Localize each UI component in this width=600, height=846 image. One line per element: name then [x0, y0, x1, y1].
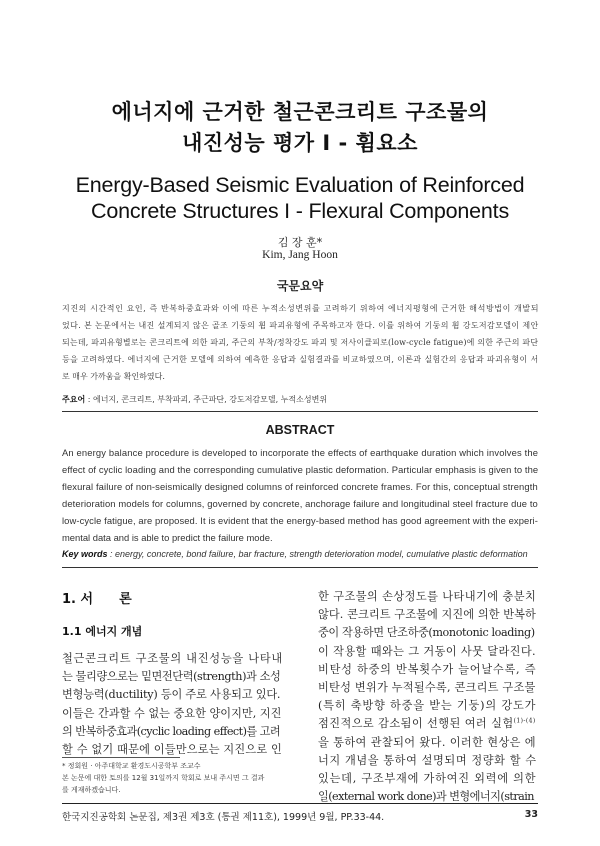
footnote-divider [62, 757, 180, 758]
body-text-line: 비탄성 변위가 누적될수록, 콘크리트 구조물 [318, 681, 536, 694]
keywords-korean [62, 394, 327, 405]
body-text-line: 점진적으로 감소됨이 선행된 여러 실험$^{(1)-(4)}$ [318, 717, 536, 731]
body-text-line: 않다. 콘크리트 구조물에 지진에 의한 반복하 [318, 608, 536, 622]
body-text-line: 너지 개념을 통하여 설명되며 정량화 할 수 [318, 753, 537, 767]
body-text-line: 이들은 간과할 수 없는 중요한 양이지만, 지진 [62, 706, 282, 720]
body-text-line: 변형능력(ductility) 등이 주로 사용되고 있다. [62, 688, 281, 702]
footer-journal: 한국지진공학회 논문집, 제3권 제3호 (통권 제11호), 1999년 9월, PP.33-44. [62, 812, 385, 823]
abstract-korean-heading: 국문요약 [276, 279, 324, 293]
abstract-english-line: An energy balance procedure is developed to incorporate the effects of earthquake duration which involves the [62, 447, 539, 458]
body-text-line: 중이 작용하면 단조하중(monotonic loading) [318, 626, 535, 640]
abstract-english-line: low-cycle fatigue, are proposed. It is evident that the energy-based method has good agreement with the experi- [62, 515, 538, 526]
footer-rule [62, 803, 538, 804]
body-text-line: 이 작용할 때와는 그 거동이 사뭇 달라진다. [318, 644, 537, 658]
footnote-affiliation: * 정회원 · 아주대학교 환경도시공학부 조교수 [62, 762, 201, 770]
section-heading [62, 588, 132, 607]
divider [62, 567, 538, 568]
abstract-korean-line: 되는데, 파괴유형별로는 콘크리트에 의한 파괴, 주근의 부착/정착강도 파괴 및 저사이클피로(low-cycle fatigue)에 의한 주근의 파단 [62, 338, 539, 347]
keywords-english-label: Key words [62, 549, 108, 559]
abstract-korean-line: 로 매우 가까움을 확인하였다. [62, 372, 165, 381]
keywords-korean-label: 주요어 [62, 395, 86, 404]
footnote-discussion-2: 를 게재하겠습니다. [62, 786, 121, 794]
keywords-english [62, 549, 528, 559]
section-title: 론 [119, 592, 132, 607]
footnotes [62, 760, 302, 796]
keywords-korean-text: : 에너지, 콘크리트, 부착파괴, 주근파단, 강도저감모델, 누적소성변위 [87, 395, 328, 404]
abstract-english-line: mental data and is able to predict the failure mode. [62, 532, 273, 543]
body-text-line: 철근콘크리트 구조물의 내진성능을 나타내 [62, 652, 283, 665]
keywords-english-text: : energy, concrete, bond failure, bar fracture, strength deterioration model, cumulative plastic deformation [110, 549, 528, 559]
section-number: 1. 서 [62, 592, 94, 607]
author-english: Kim, Jang Hoon [262, 249, 338, 261]
divider [62, 411, 538, 412]
abstract-korean-line: 등을 고려하였다. 에너지에 근거한 모델에 의하여 예측한 응답과 실험결과를 비교하였으며, 이론과 실험간의 응답과 파괴유형이 서 [62, 355, 539, 364]
subsection-heading: 1.1 에너지 개념 [62, 625, 143, 638]
body-text-line: 한 구조물의 손상정도를 나타내기에 충분치 [318, 590, 537, 603]
abstract-english [62, 444, 538, 546]
title-english-line-2: Concrete Structures I - Flexural Components [91, 199, 509, 223]
abstract-korean [62, 300, 538, 385]
body-text-line: 비탄성 하중의 반복횟수가 늘어날수록, 즉 [318, 662, 537, 676]
body-text-line: 있는데, 구조부재에 가하여진 외력에 의한 [318, 772, 537, 785]
page-number: 33 [524, 809, 538, 820]
body-text-line: 는 물리량으로는 밑면전단력(strength)과 소성 [62, 670, 281, 684]
abstract-english-line: deterioration models for columns, governed by concrete, anchorage failure and longitudinal steel fracture due to [62, 498, 538, 509]
title-korean-line-1: 에너지에 근거한 철근콘크리트 구조물의 [111, 100, 489, 124]
abstract-korean-line: 었다. 본 논문에서는 내진 설계되지 않은 골조 기둥의 휨 파괴유형에 주목하고자 한다. 이를 위하여 기둥의 휨 강도저감모델이 제안 [62, 321, 539, 330]
footnote-discussion-1: 본 논문에 대한 토의를 12월 31일까지 학회로 보내 주시면 그 결과 [62, 774, 265, 782]
body-text-line: 의 반복하중효과(cyclic loading effect)를 고려 [62, 724, 281, 738]
citation-superscript: (1)-(4) [513, 717, 536, 725]
body-text-line: (특히 축방향 하중을 받는 기둥)의 강도가 [318, 699, 537, 713]
body-text-line: 일(external work done)과 변형에너지(strain [318, 790, 534, 804]
body-text-line: 을 통하여 관찰되어 왔다. 이러한 현상은 에 [318, 735, 537, 749]
author-korean: 김 장 훈* [277, 236, 323, 249]
abstract-english-line: flexural failure of non-seismically designed columns of reinforced concrete frames. For this, conceptual strength [62, 481, 538, 492]
abstract-english-heading: ABSTRACT [265, 423, 335, 437]
body-text-line: 할 수 없기 때문에 이들만으로는 지진으로 인 [62, 743, 283, 756]
abstract-korean-line: 지진의 시간적인 요인, 즉 반복하중효과와 이에 따른 누적소성변위를 고려하기 위하여 에너지평형에 근거한 해석방법이 개발되 [62, 304, 540, 313]
title-korean-line-2: 내진성능 평가 I - 휨요소 [182, 131, 418, 155]
title-english-line-1: Energy-Based Seismic Evaluation of Reinforced [75, 173, 525, 197]
abstract-english-line: effect of cyclic loading and the corresponding cumulative plastic deformation. Particular emphasis is given to the [62, 464, 539, 475]
